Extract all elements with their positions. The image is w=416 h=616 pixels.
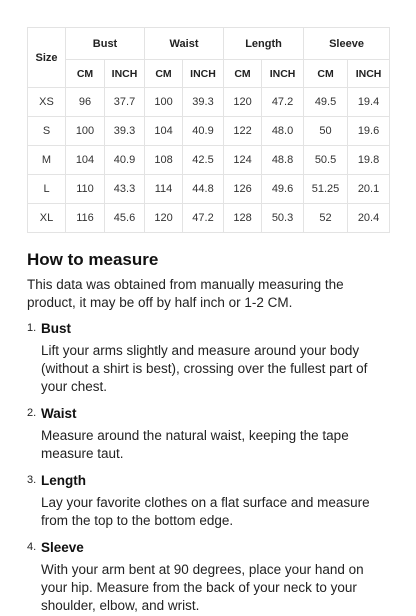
step-number: 4. bbox=[27, 541, 37, 553]
step-description: Lift your arms slightly and measure around your body (without a shirt is best), crossing over the fullest part of your chest. bbox=[41, 343, 368, 394]
value-cell: 116 bbox=[66, 204, 105, 233]
step-title: Waist bbox=[41, 406, 77, 421]
unit-header: INCH bbox=[348, 60, 390, 88]
size-cell: L bbox=[28, 175, 66, 204]
step-description: With your arm bent at 90 degrees, place your hand on your hip. Measure from the back of your neck to your shoulder, elbow, and wrist. bbox=[41, 562, 364, 613]
unit-header: INCH bbox=[183, 60, 224, 88]
table-row bbox=[28, 175, 390, 204]
step-description: Lay your favorite clothes on a flat surface and measure from the top to the bottom edge. bbox=[41, 495, 370, 528]
value-cell: 48.8 bbox=[262, 146, 304, 175]
value-cell: 104 bbox=[145, 117, 183, 146]
value-cell: 49.6 bbox=[262, 175, 304, 204]
length-group-header: Length bbox=[224, 28, 304, 60]
size-column-header: Size bbox=[28, 28, 66, 88]
value-cell: 124 bbox=[224, 146, 262, 175]
value-cell: 100 bbox=[145, 88, 183, 117]
unit-header: CM bbox=[304, 60, 348, 88]
value-cell: 49.5 bbox=[304, 88, 348, 117]
value-cell: 100 bbox=[66, 117, 105, 146]
value-cell: 43.3 bbox=[105, 175, 145, 204]
table-row bbox=[28, 146, 390, 175]
unit-header: CM bbox=[66, 60, 105, 88]
size-cell: M bbox=[28, 146, 66, 175]
list-item bbox=[27, 472, 392, 530]
value-cell: 19.8 bbox=[348, 146, 390, 175]
step-description: Measure around the natural waist, keeping the tape measure taut. bbox=[41, 428, 349, 461]
step-title: Sleeve bbox=[41, 540, 84, 555]
value-cell: 20.4 bbox=[348, 204, 390, 233]
unit-header: CM bbox=[224, 60, 262, 88]
value-cell: 39.3 bbox=[105, 117, 145, 146]
step-number: 2. bbox=[27, 407, 37, 419]
bust-group-header: Bust bbox=[66, 28, 145, 60]
table-row bbox=[28, 204, 390, 233]
value-cell: 50.3 bbox=[262, 204, 304, 233]
value-cell: 47.2 bbox=[262, 88, 304, 117]
size-chart-table bbox=[27, 27, 390, 233]
sleeve-group-header: Sleeve bbox=[304, 28, 390, 60]
step-title: Length bbox=[41, 473, 86, 488]
value-cell: 40.9 bbox=[105, 146, 145, 175]
step-number: 3. bbox=[27, 474, 37, 486]
list-item bbox=[27, 320, 392, 396]
step-title: Bust bbox=[41, 321, 71, 336]
value-cell: 20.1 bbox=[348, 175, 390, 204]
value-cell: 122 bbox=[224, 117, 262, 146]
value-cell: 19.6 bbox=[348, 117, 390, 146]
value-cell: 42.5 bbox=[183, 146, 224, 175]
unit-header: CM bbox=[145, 60, 183, 88]
value-cell: 48.0 bbox=[262, 117, 304, 146]
value-cell: 126 bbox=[224, 175, 262, 204]
table-row bbox=[28, 117, 390, 146]
measurement-disclaimer: This data was obtained from manually measuring the product, it may be off by half inch or 1-2 CM. bbox=[27, 277, 344, 310]
value-cell: 19.4 bbox=[348, 88, 390, 117]
value-cell: 108 bbox=[145, 146, 183, 175]
list-item bbox=[27, 405, 392, 463]
value-cell: 44.8 bbox=[183, 175, 224, 204]
how-to-measure-heading: How to measure bbox=[27, 250, 159, 269]
waist-group-header: Waist bbox=[145, 28, 224, 60]
value-cell: 96 bbox=[66, 88, 105, 117]
value-cell: 50 bbox=[304, 117, 348, 146]
table-header-row bbox=[28, 28, 390, 60]
list-item bbox=[27, 539, 392, 615]
value-cell: 37.7 bbox=[105, 88, 145, 117]
table-unit-row bbox=[28, 60, 390, 88]
value-cell: 45.6 bbox=[105, 204, 145, 233]
value-cell: 110 bbox=[66, 175, 105, 204]
value-cell: 120 bbox=[224, 88, 262, 117]
value-cell: 40.9 bbox=[183, 117, 224, 146]
value-cell: 52 bbox=[304, 204, 348, 233]
value-cell: 104 bbox=[66, 146, 105, 175]
step-number: 1. bbox=[27, 322, 37, 334]
value-cell: 47.2 bbox=[183, 204, 224, 233]
table-row bbox=[28, 88, 390, 117]
size-cell: XL bbox=[28, 204, 66, 233]
value-cell: 39.3 bbox=[183, 88, 224, 117]
value-cell: 51.25 bbox=[304, 175, 348, 204]
value-cell: 128 bbox=[224, 204, 262, 233]
unit-header: INCH bbox=[105, 60, 145, 88]
size-cell: XS bbox=[28, 88, 66, 117]
value-cell: 120 bbox=[145, 204, 183, 233]
value-cell: 50.5 bbox=[304, 146, 348, 175]
size-cell: S bbox=[28, 117, 66, 146]
measurement-steps-list bbox=[27, 320, 392, 616]
unit-header: INCH bbox=[262, 60, 304, 88]
value-cell: 114 bbox=[145, 175, 183, 204]
